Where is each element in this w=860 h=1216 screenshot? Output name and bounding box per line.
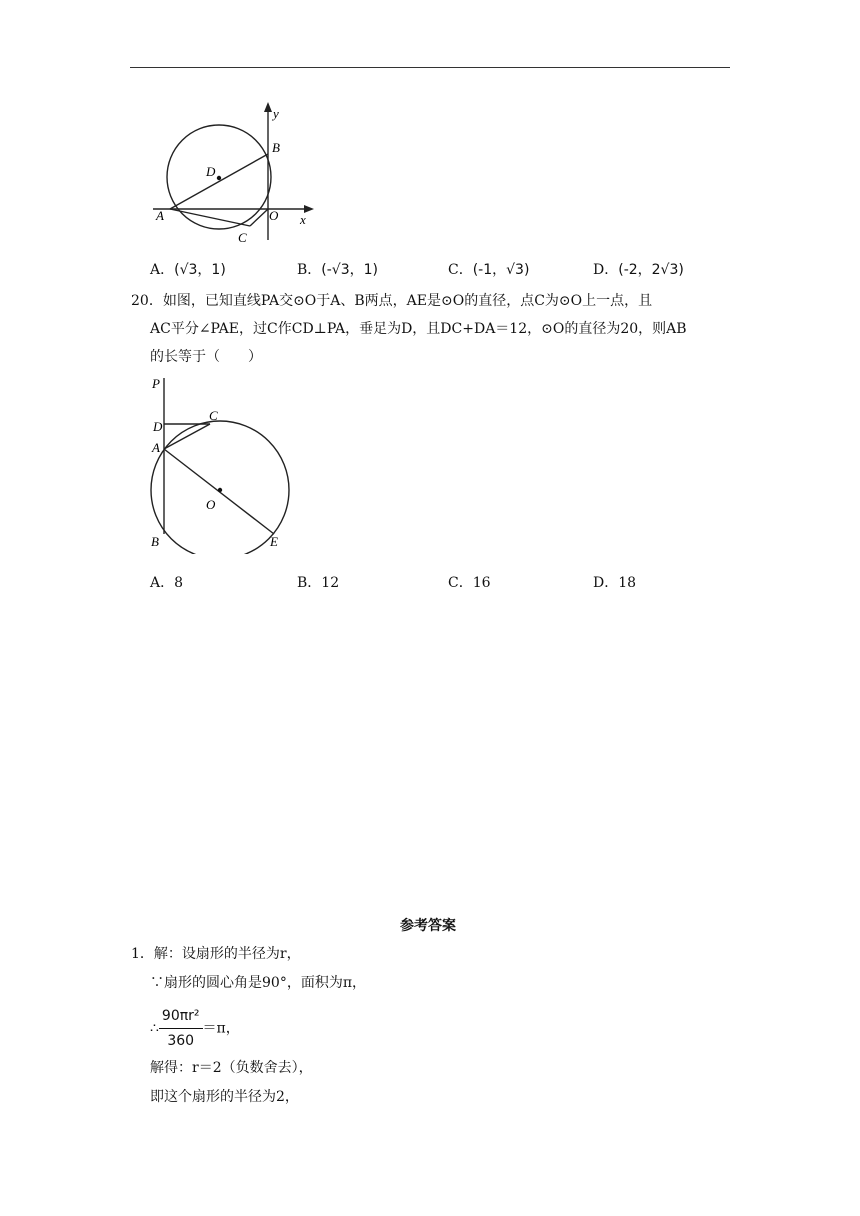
q20-option-d: D．18 — [593, 575, 637, 591]
q20-line-1: 20．如图，已知直线PA交⊙O于A、B两点，AE是⊙O的直径，点C为⊙O上一点，且 — [131, 293, 653, 309]
q20-center-dot — [218, 488, 222, 492]
answers-title: 参考答案 — [400, 918, 456, 934]
q19-segment-ac — [170, 209, 250, 226]
q19-option-c: C．(-1，√3) — [448, 262, 530, 278]
answer-1-line-3: ∴ $\frac{\text{90πr²}}{360}$ ＝π， — [150, 1008, 240, 1049]
answer-1-line-2: ∵扇形的圆心角是90°，面积为π， — [150, 975, 367, 991]
q19-option-c-value: (-1，√3) — [472, 262, 530, 278]
fraction-numerator: 90πr² — [159, 1006, 203, 1029]
header-rule — [130, 67, 730, 68]
q20-line-3: 的长等于（ ） — [150, 349, 262, 365]
q20-label-a: A — [152, 440, 160, 455]
fraction-denominator: 360 — [167, 1033, 195, 1049]
q19-label-o: O — [269, 208, 279, 223]
q20-label-d: D — [153, 419, 163, 434]
q20-label-p: P — [152, 376, 160, 391]
q19-option-d: D．(-2，2√3) — [593, 262, 684, 278]
q19-y-label: y — [273, 106, 279, 121]
q20-label-c: C — [209, 408, 218, 423]
q19-figure — [148, 100, 318, 250]
answer-1-line-4: 解得：r＝2（负数舍去）， — [150, 1060, 313, 1076]
q20-option-c: C．16 — [448, 575, 491, 591]
answer-1-line-5: 即这个扇形的半径为2， — [150, 1089, 299, 1105]
q20-option-a: A．8 — [150, 575, 184, 591]
q20-label-b: B — [151, 534, 159, 549]
q19-label-a: A — [156, 208, 164, 223]
q19-segment-ab — [170, 154, 268, 209]
q19-center-dot — [217, 176, 221, 180]
q19-label-b: B — [272, 140, 280, 155]
q19-option-b-value: (-√3，1) — [321, 262, 379, 278]
area-fraction — [159, 1006, 203, 1051]
q20-line-2: AC平分∠PAE，过C作CD⊥PA，垂足为D，且DC+DA＝12，⊙O的直径为20，则AB — [150, 321, 687, 337]
q20-label-e: E — [270, 534, 278, 549]
q20-circle — [151, 421, 289, 554]
q19-option-a-value: (√3，1) — [174, 262, 226, 278]
q19-label-c: C — [238, 230, 247, 245]
q19-option-b: B．(-√3，1) — [297, 262, 379, 278]
q19-x-label: x — [300, 212, 306, 227]
answer-1-line-1: 1．解：设扇形的半径为r， — [131, 946, 301, 962]
q19-label-d: D — [206, 164, 216, 179]
q20-segment-ac — [164, 424, 210, 449]
q20-figure — [140, 374, 300, 554]
q20-label-o: O — [206, 497, 216, 512]
q19-option-d-value: (-2，2√3) — [618, 262, 684, 278]
q19-option-a: A．(√3，1) — [150, 262, 226, 278]
q20-option-b: B．12 — [297, 575, 340, 591]
q20-number: 20． — [131, 293, 163, 309]
